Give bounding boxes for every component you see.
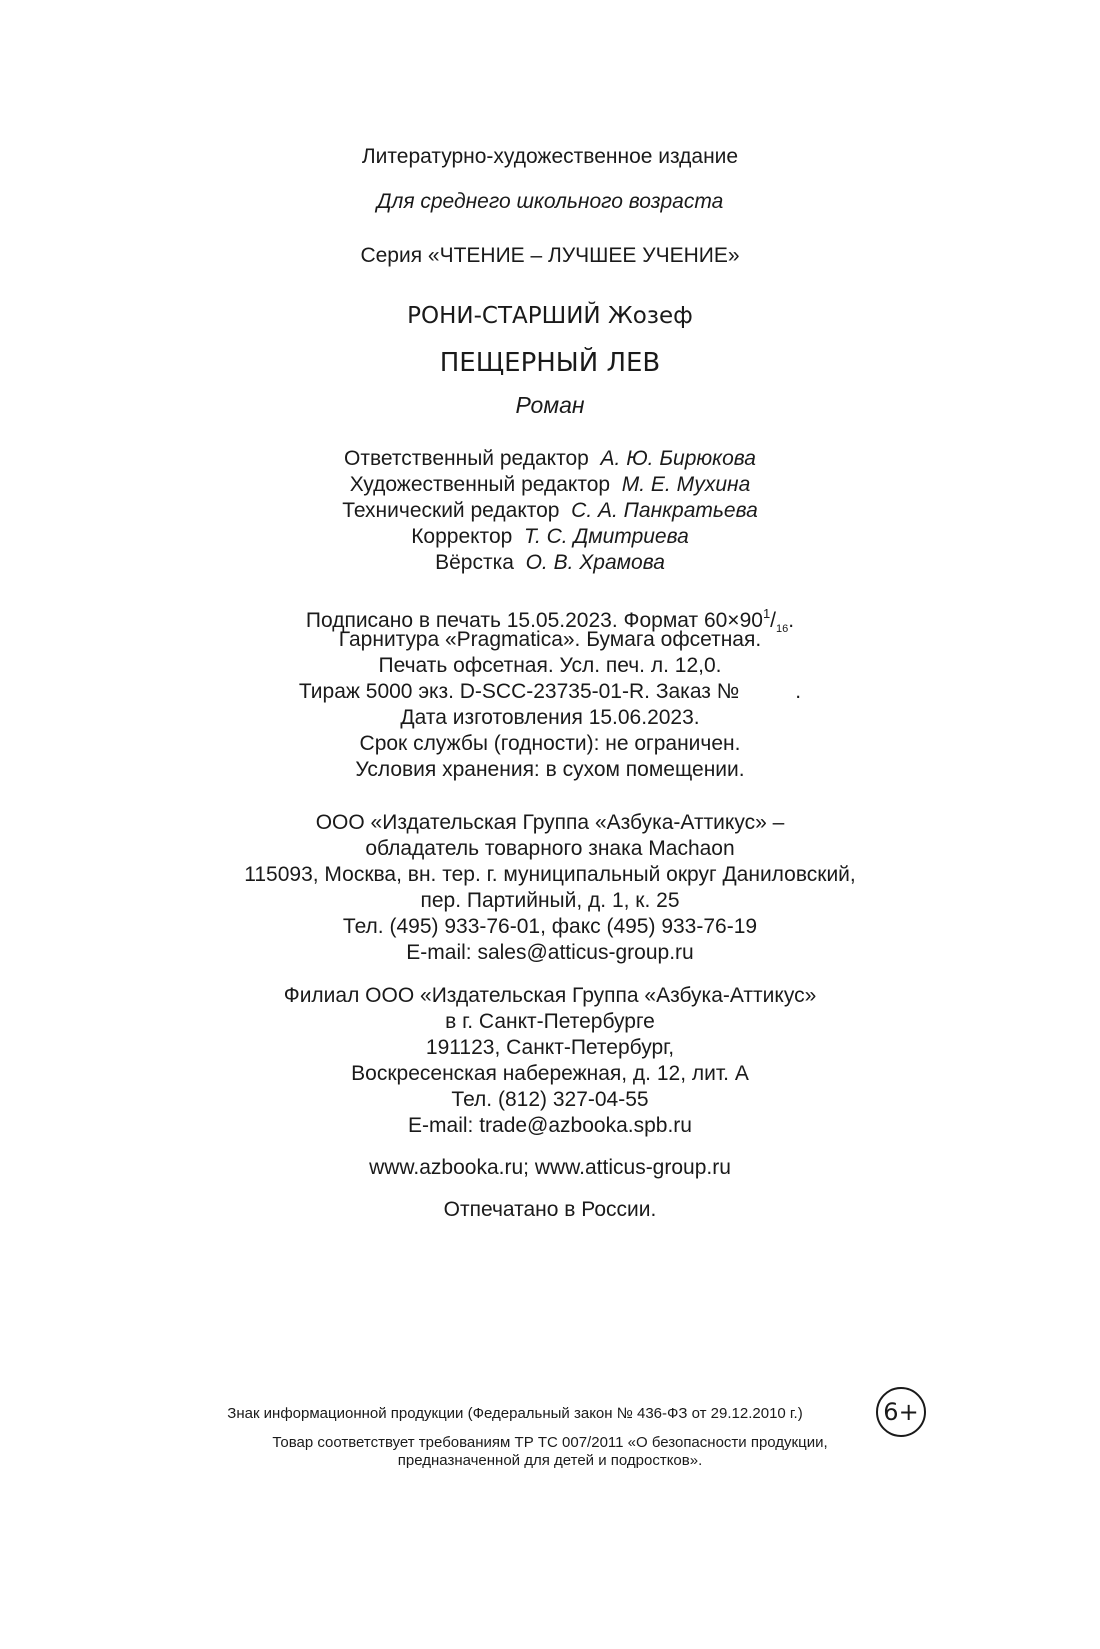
branch-street: Воскресенская набережная, д. 12, лит. А <box>351 1062 749 1085</box>
websites: www.azbooka.ru; www.atticus-group.ru <box>369 1156 731 1179</box>
publisher-address-line2: пер. Партийный, д. 1, к. 25 <box>420 889 680 912</box>
print-run-text: Тираж 5000 экз. D-SCC-23735-01-R. Заказ № <box>298 680 740 703</box>
staff-line <box>0 524 1100 550</box>
publisher-address-line1: 115093, Москва, вн. тер. г. муниципальный округ Даниловский, <box>244 863 856 886</box>
staff-name: Т. С. Дмитриева <box>523 525 689 548</box>
typeface-line: Гарнитура «Pragmatica». Бумага офсетная. <box>338 628 762 651</box>
format-denominator: 16 <box>776 623 789 635</box>
staff-role: Технический редактор <box>342 499 560 522</box>
publisher-email: E-mail: sales@atticus-group.ru <box>406 941 694 964</box>
branch-name: Филиал ООО «Издательская Группа «Азбука-Аттикус» <box>283 984 817 1007</box>
age-group: Для среднего школьного возраста <box>376 190 724 213</box>
publisher-name: ООО «Издательская Группа «Азбука-Аттикус» – <box>315 811 785 834</box>
staff-line <box>0 498 1100 524</box>
staff-role: Художественный редактор <box>349 473 611 496</box>
staff-line <box>0 446 1100 472</box>
manufacture-date: Дата изготовления 15.06.2023. <box>400 706 700 729</box>
staff-line <box>0 550 1100 576</box>
branch-city: в г. Санкт-Петербурге <box>445 1010 655 1033</box>
book-author: РОНИ-СТАРШИЙ Жозеф <box>407 303 693 329</box>
print-run-period: . <box>795 680 802 703</box>
shelf-life: Срок службы (годности): не ограничен. <box>359 732 741 755</box>
book-title: ПЕЩЕРНЫЙ ЛЕВ <box>439 348 661 378</box>
edition-type: Литературно-художественное издание <box>361 145 739 168</box>
print-run-line <box>0 679 1100 705</box>
staff-name: О. В. Храмова <box>525 551 665 574</box>
printed-in: Отпечатано в России. <box>443 1198 657 1221</box>
age-rating-badge: 6+ <box>876 1387 926 1437</box>
staff-name: С. А. Панкратьева <box>571 499 758 522</box>
staff-name: А. Ю. Бирюкова <box>600 447 756 470</box>
branch-postal: 191123, Санкт-Петербург, <box>425 1036 675 1059</box>
staff-role: Ответственный редактор <box>344 447 589 470</box>
publisher-phone: Тел. (495) 933-76-01, факс (495) 933-76-19 <box>342 915 758 938</box>
signed-text: Подписано в печать 15.05.2023. Формат 60×90 <box>305 609 763 632</box>
publisher-trademark: обладатель товарного знака Machaon <box>365 837 735 860</box>
print-type-line: Печать офсетная. Усл. печ. л. 12,0. <box>378 654 722 677</box>
storage-conditions: Условия хранения: в сухом помещении. <box>355 758 745 781</box>
compliance-line2: предназначенной для детей и подростков». <box>397 1452 703 1469</box>
compliance-line1: Товар соответствует требованиям ТР ТС 007/2011 «О безопасности продукции, <box>272 1434 828 1451</box>
series-name: Серия «ЧТЕНИЕ – ЛУЧШЕЕ УЧЕНИЕ» <box>360 244 740 267</box>
format-numerator: 1 <box>762 606 771 621</box>
info-product-mark: Знак информационной продукции (Федеральный закон № 436-ФЗ от 29.12.2010 г.) <box>227 1405 803 1422</box>
staff-line <box>0 472 1100 498</box>
book-genre: Роман <box>515 392 585 418</box>
format-period: . <box>788 609 795 632</box>
staff-role: Корректор <box>411 525 513 548</box>
staff-role: Вёрстка <box>435 551 514 574</box>
branch-email: E-mail: trade@azbooka.spb.ru <box>408 1114 692 1137</box>
format-slash: / <box>770 609 777 632</box>
branch-phone: Тел. (812) 327-04-55 <box>451 1088 649 1111</box>
staff-name: М. Е. Мухина <box>621 473 751 496</box>
